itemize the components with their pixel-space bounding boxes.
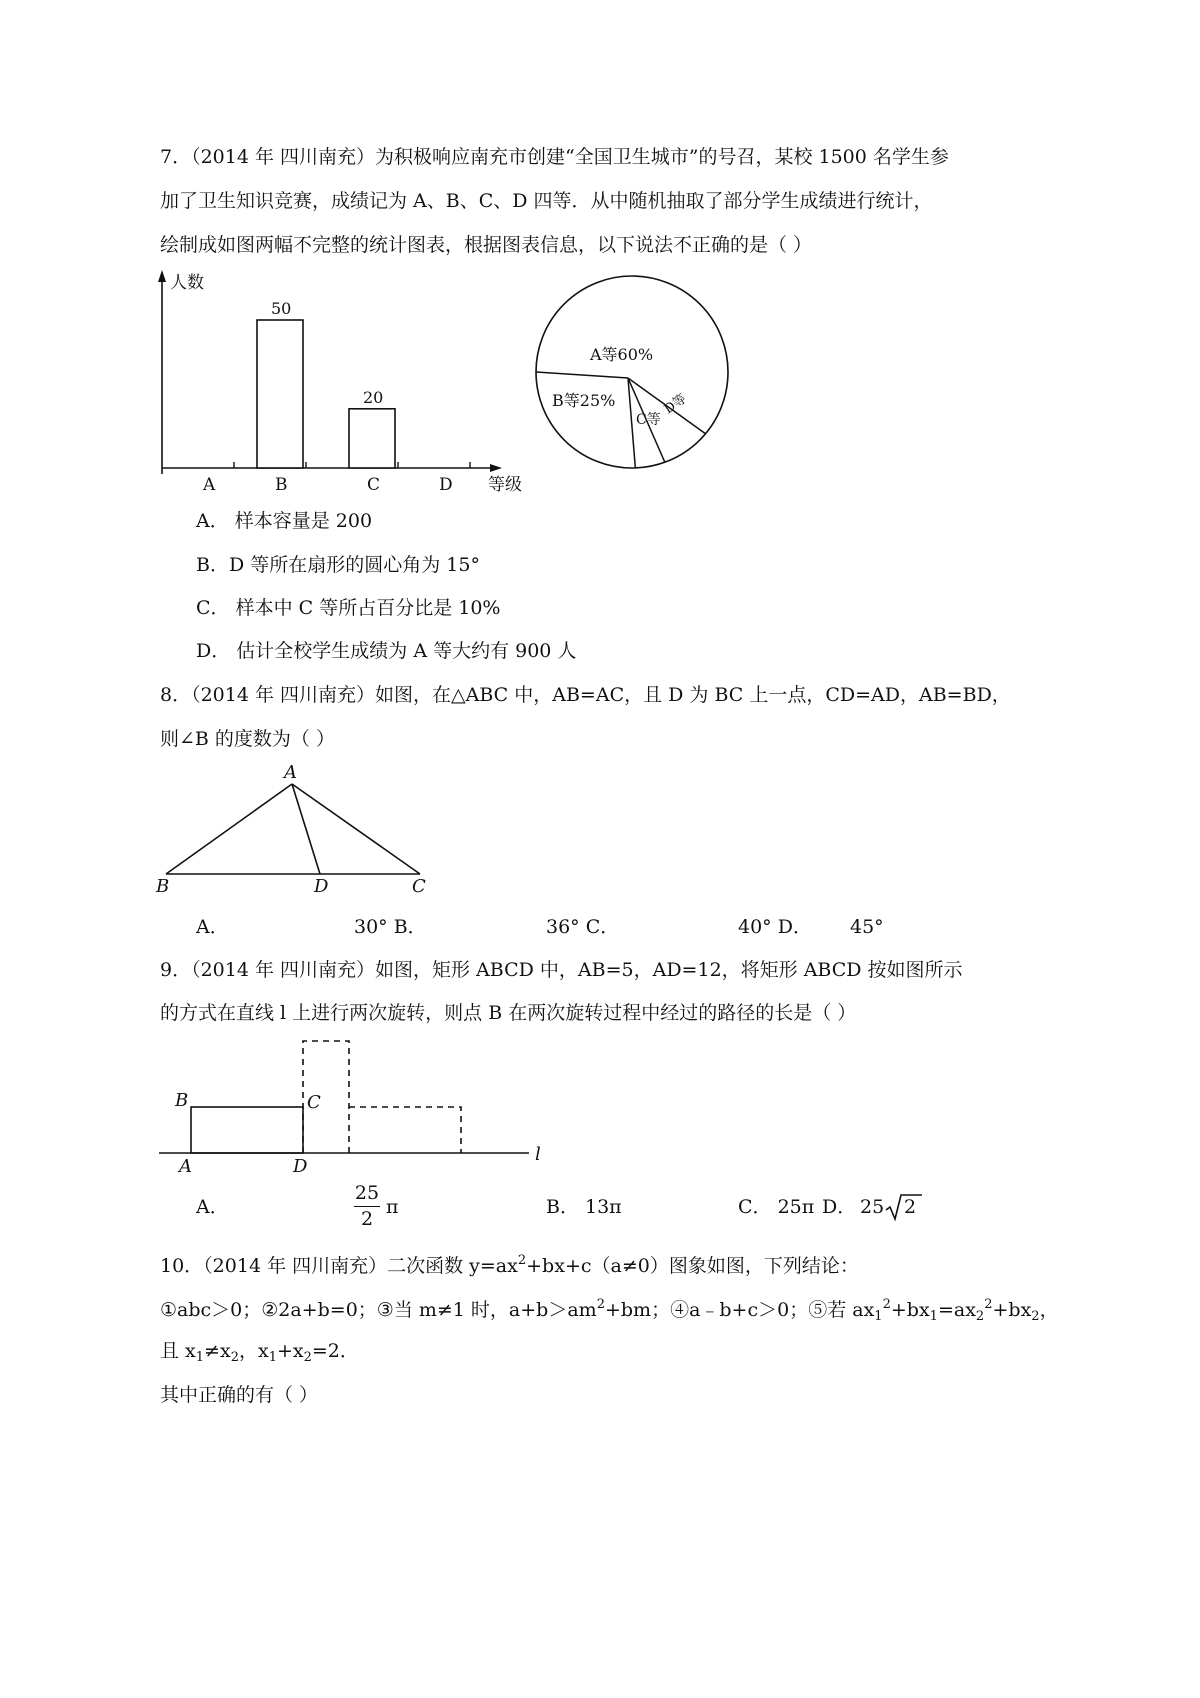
q10-line-2 [160, 1298, 1059, 1323]
label-c: C [307, 1092, 321, 1113]
label-d: D [293, 1156, 308, 1177]
q8-line-2: 则∠B 的度数为（ ） [160, 728, 335, 750]
q10-text: +x [276, 1340, 304, 1362]
superscript: 2 [984, 1297, 993, 1312]
q7-option-a[interactable]: A． 样本容量是 200 [196, 510, 373, 532]
q10-text: ≠x [204, 1340, 231, 1362]
data-label-C: 20 [363, 387, 384, 407]
q9-option-d-radicand: 2 [904, 1196, 917, 1218]
subscript: 1 [929, 1309, 938, 1324]
label-l: l [535, 1144, 541, 1165]
q10-text: =ax [937, 1299, 976, 1321]
q10-text: =2． [311, 1340, 359, 1362]
q9-option-a-fraction[interactable] [352, 1184, 382, 1229]
q9-option-a-letter[interactable]: A． [196, 1196, 229, 1218]
q7-line-1: 7．（2014 年 四川南充）为积极响应南充市创建“全国卫生城市”的号召，某校 1500 名学生参 [160, 146, 949, 168]
q8-option-a-letter[interactable]: A． [196, 916, 229, 938]
q8-option-b-value[interactable]: 36° C． [546, 916, 620, 938]
subscript: 2 [303, 1350, 312, 1365]
subscript: 2 [975, 1309, 985, 1324]
slice-c-label: C等 [636, 412, 661, 428]
fraction-numerator: 25 [354, 1182, 380, 1204]
rotated-rectangle-2 [349, 1107, 461, 1153]
data-label-B: 50 [271, 299, 292, 318]
x-tick-label-C: C [367, 475, 381, 495]
q9-option-c[interactable]: C． 25π [738, 1196, 815, 1218]
bar-B [257, 320, 303, 468]
slice-a-boundary [536, 372, 628, 378]
superscript: 2 [517, 1253, 527, 1268]
q10-text: ①abc＞0；②2a+b=0；③当 m≠1 时，a+b＞am [160, 1299, 597, 1321]
pie-outline [536, 276, 728, 468]
fraction-denominator: 2 [360, 1208, 374, 1230]
q9-option-d-coef: 25 [860, 1196, 885, 1218]
label-a: A [284, 762, 297, 783]
q10-line-1 [160, 1254, 859, 1276]
fraction-bar [354, 1206, 380, 1207]
label-b: B [175, 1090, 189, 1111]
subscript: 1 [268, 1350, 277, 1365]
q9-line-2: 的方式在直线 l 上进行两次旋转，则点 B 在两次旋转过程中经过的路径的长是（ ） [160, 1002, 857, 1024]
q7-option-d[interactable]: D． 估计全校学生成绩为 A 等大约有 900 人 [196, 640, 577, 662]
q10-text: +bx [890, 1299, 930, 1321]
q9-option-b[interactable]: B． 13π [546, 1196, 622, 1218]
segment-ac [292, 784, 420, 874]
q10-text: +bm；④a﹣b+c＞0；⑤若 ax [604, 1299, 875, 1321]
triangle-figure [150, 762, 450, 897]
x-tick-label-A: A [203, 475, 216, 495]
q9-option-d-letter[interactable]: D． [822, 1196, 857, 1218]
q10-text: ，x [238, 1340, 269, 1362]
x-tick-label-D: D [439, 475, 453, 495]
label-a: A [179, 1156, 192, 1177]
q10-line-3 [160, 1342, 359, 1364]
rectangle-abcd [191, 1107, 303, 1153]
bar-chart-ylabel: 人数 [170, 273, 204, 293]
bar-chart [150, 268, 530, 508]
bar-chart-xlabel: 等级 [488, 475, 522, 495]
subscript: 2 [1031, 1309, 1040, 1324]
subscript: 2 [230, 1350, 239, 1365]
bar-chart-y-arrow [158, 270, 166, 282]
rectangle-rotation-figure [155, 1040, 575, 1180]
q9-option-a-pi: π [386, 1196, 399, 1218]
q7-line-3: 绘制成如图两幅不完整的统计图表，根据图表信息，以下说法不正确的是（ ） [160, 234, 813, 256]
subscript: 1 [874, 1309, 883, 1324]
q10-text: ， [1039, 1299, 1059, 1321]
q10-text: +bx+c（a≠0）图象如图，下列结论： [526, 1255, 859, 1277]
slice-a-label: A等60% [590, 345, 654, 364]
bar-C [349, 409, 395, 468]
bar-chart-x-arrow [490, 464, 502, 472]
pie-chart [532, 272, 732, 472]
q10-text: 且 x [160, 1340, 196, 1362]
label-b: B [156, 876, 170, 897]
slice-b-label: B等25% [552, 391, 616, 410]
q8-line-1: 8．（2014 年 四川南充）如图，在△ABC 中，AB=AC，且 D 为 BC 上一点，CD=AD，AB=BD， [160, 684, 1011, 706]
x-tick-label-B: B [275, 475, 288, 495]
label-c: C [412, 876, 426, 897]
superscript: 2 [882, 1297, 891, 1312]
q9-line-1: 9．（2014 年 四川南充）如图，矩形 ABCD 中，AB=5，AD=12，将矩形 ABCD 按如图所示 [160, 959, 963, 981]
q7-line-2: 加了卫生知识竞赛，成绩记为 A、B、C、D 四等．从中随机抽取了部分学生成绩进行统计， [160, 190, 933, 212]
q7-option-b[interactable]: B．D 等所在扇形的圆心角为 15° [196, 554, 480, 576]
superscript: 2 [596, 1297, 605, 1312]
label-d: D [314, 876, 329, 897]
q8-option-a-value[interactable]: 30° B． [354, 916, 427, 938]
segment-ab [166, 784, 292, 874]
subscript: 1 [195, 1350, 205, 1365]
segment-ad [292, 784, 320, 874]
q8-option-c-value[interactable]: 40° D． [738, 916, 812, 938]
q10-text: 10．（2014 年 四川南充）二次函数 y=ax [160, 1255, 518, 1277]
q7-option-c[interactable]: C． 样本中 C 等所占百分比是 10% [196, 597, 501, 619]
q10-text: +bx [992, 1299, 1032, 1321]
q10-line-4: 其中正确的有（ ） [160, 1384, 319, 1406]
q8-option-d-value[interactable]: 45° [850, 916, 884, 938]
slice-d-label: D等 [661, 391, 690, 418]
